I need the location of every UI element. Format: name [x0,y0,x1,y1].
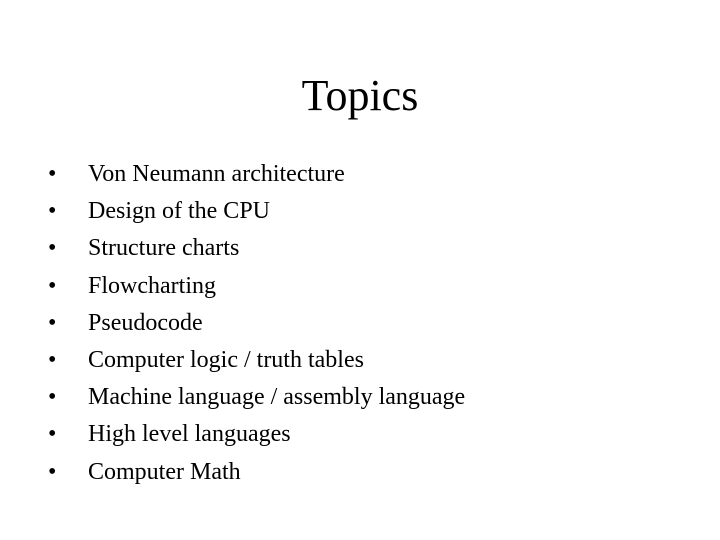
list-item [48,379,688,416]
bullet-icon: • [48,421,57,448]
bullet-icon: • [48,458,57,485]
list-item-text: Von Neumann architecture [88,161,345,187]
list-item [48,268,688,305]
bullet-icon: • [48,309,57,336]
list-item-text: High level languages [88,421,291,448]
list-item-text: Flowcharting [88,272,216,299]
list-item-text: Pseudocode [88,309,203,336]
list-item [48,156,688,193]
list-item [48,454,688,491]
list-item-text: Computer logic / truth tables [88,346,364,373]
list-item-text: Structure charts [88,235,240,262]
bullet-icon: • [48,272,57,299]
list-item-text: Machine language / assembly language [88,384,466,411]
slide-title: Topics [301,71,419,120]
list-item [48,342,688,379]
bullet-icon: • [48,198,57,225]
list-item [48,193,688,230]
bullet-icon: • [48,235,57,262]
bullet-icon: • [48,161,57,187]
list-item [48,230,688,267]
list-item-text: Computer Math [88,458,241,485]
list-item [48,305,688,342]
topic-list [48,156,688,491]
list-item [48,416,688,453]
bullet-icon: • [48,346,57,373]
bullet-icon: • [48,384,57,411]
list-item-text: Design of the CPU [88,198,270,225]
